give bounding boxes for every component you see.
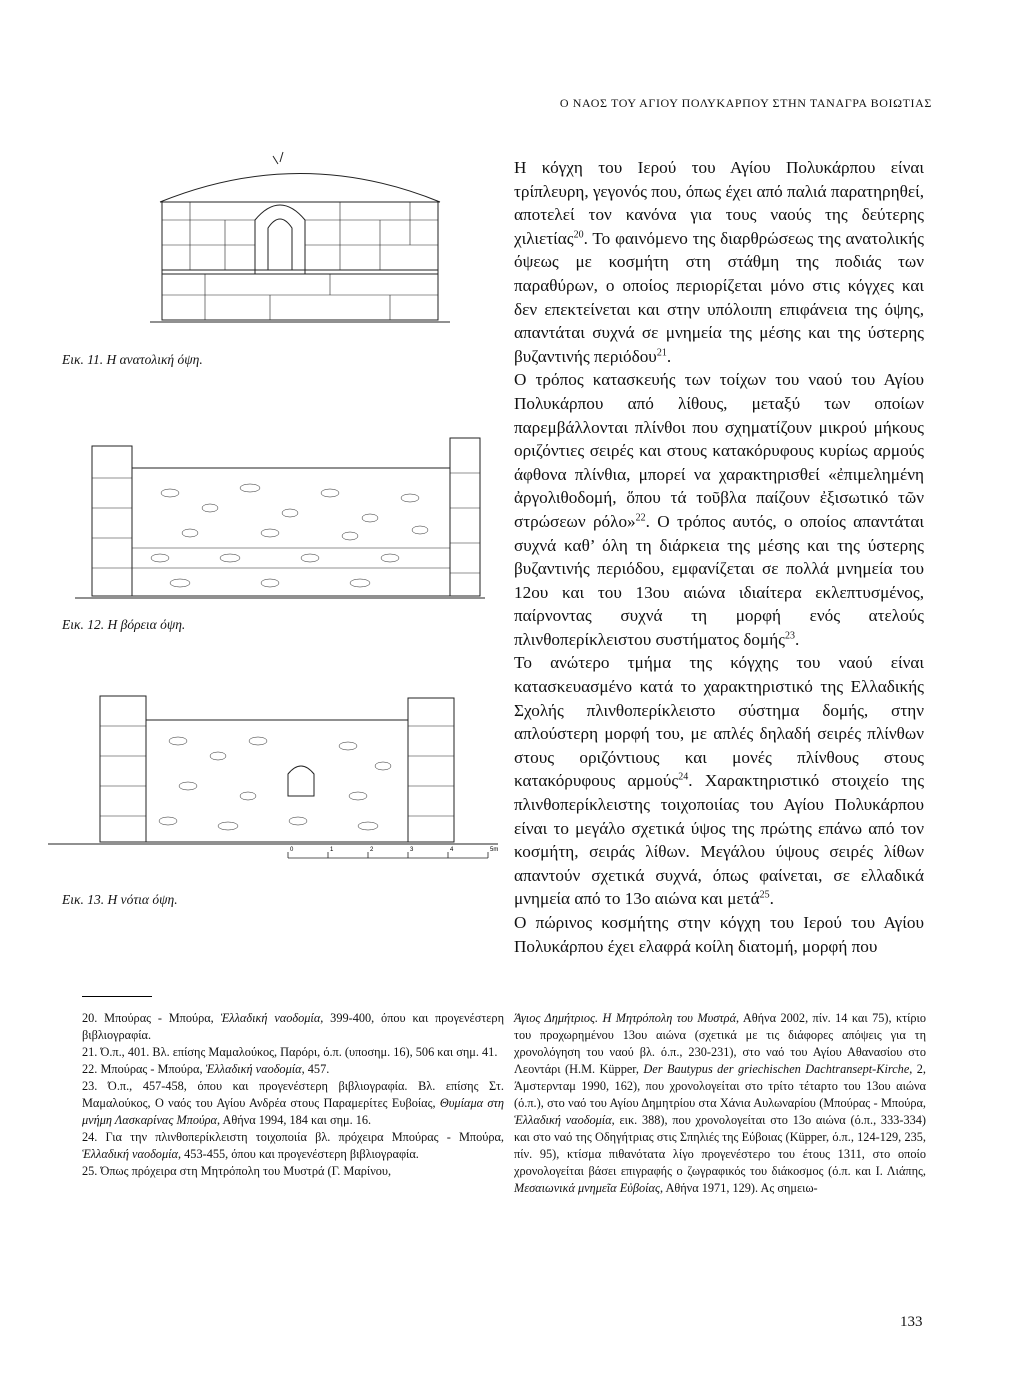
scale-bar-label: 4 [450, 847, 454, 853]
paragraph: Ο πώρινος κοσμήτης στην κόγχη του Ιερού του Αγίου Πολυκάρπου έχει ελαφρά κοίλη διατομή, μορφή που [514, 913, 924, 956]
scale-bar-label: 1 [330, 847, 334, 853]
figure-north-elevation [70, 418, 490, 608]
paragraph: Η κόγχη του Ιερού του Αγίου Πολυκάρπου είναι τρίπλευρη, γεγονός που, όπως έχει από παλιά παρατηρηθεί, αποτελεί τον κανόνα για τους ναούς της δεύτερης χιλιετίας$^{20}$. Το φαινόμενο της διαρθρώσεως της ανατολικής όψεως με κοσμήτη στη στάθμη της ποδιάς των παραθύρων, ο οποίος περιορίζεται μόνο στις κόγχες και δεν επεκτείνεται και στην υπόλοιπη επιφάνεια της όψης, απαντάται συχνά σε μνημεία της μέσης και της ύστερης βυζαντινής περιόδου$^{21}$. [514, 158, 924, 366]
scale-bar-label: 5m [490, 847, 498, 853]
footnote-rule [82, 996, 152, 997]
footnote: Άγιος Δημήτριος. Η Μητρόπολη του Μυστρά, Αθήνα 2002, πίν. 14 και 75), κτίριο του προχωρημένου 13ου αιώνα (σχετικά με τις διάφορες απόψεις για τη χρονολόγηση του ναού βλ. ό.π., 230-231), στο ναό του Αγίου Αθανασίου στο Λεοντάρι (Η.Μ. Küpper, Der Bautypus der griechischen Dachtransept-Kirche, 2, Άμστερνταμ 1990, 162), που χρονολογείται στο τρίτο τέταρτο του 13ου αιώνα (ό.π.), στο ναό του Αγίου Δημητρίου στα Χάνια Αυλωναρίου (Μπούρας - Μπούρα, Ἑλλαδική ναοδομία, εικ. 388), που χρονολογείται στο 13ο αιώνα (ό.π., 333-334) και στο ναό της Οδηγήτριας στις Σπηλιές της Εύβοιας (Küpper, ό.π., 124-129, 235, πίν. 95), κτίσμα πιθανότατα λίγο προγενέστερο του έτους 1311, στο οποίο χρονολογείται βάσει επιγραφής ο ζωγραφικός του διάκοσμος (ό.π. και Ι. Λιάπης, Μεσαιωνικά μνημεῖα Εὐβοίας, Αθήνα 1971, 129). Ας σημειω- [514, 1011, 927, 1195]
scale-bar-label: 2 [370, 847, 374, 853]
footnote: 25. Όπως πρόχειρα στη Μητρόπολη του Μυστρά (Γ. Μαρίνου, [82, 1164, 392, 1178]
paragraph: Ο τρόπος κατασκευής των τοίχων του ναού του Αγίου Πολυκάρπου από λίθους, μεταξύ των οποίων παρεμβάλλονται πλίνθοι που σχηματίζουν μικρού μήκους οριζόντιες σειρές και στους κατακόρυφους κυρίως αρμούς άφθονα πλίνθια, μπορεί να χαρακτηρισθεί «ἐπιμελημένη ἀργολιθοδομή, ὅπου τά τοῦβλα παίζουν ἐξισωτικό τῶν στρώσεων ρόλο»$^{22}$. Ο τρόπος αυτός, ο οποίος απαντάται συχνά καθ’ όλη τη διάρκεια της μέσης και της ύστερης βυζαντινής περιόδου, εμφανίζεται σε πολλά μνημεία του 12ου και του 13ου αιώνα ιδιαίτερα εκλεπτυσμένος, παίρνοντας συχνά τη μορφή ενός ατελούς πλινθοπερίκλειστου συστήματος δομής$^{23}$. [514, 370, 924, 649]
paragraph: Το ανώτερο τμήμα της κόγχης του ναού είναι κατασκευασμένο κατά το χαρακτηριστικό της Ελλαδικής Σχολής πλινθοπερίκλειστο σύστημα δομής, στην απλούστερη μορφή του, με απλές δηλαδή σειρές πλίνθων στους οριζόντιους και μονές πλίνθους στους κατακόρυφους αρμούς$^{24}$. Χαρακτηριστικό στοιχείο της πλινθοπερίκλειστης τοιχοποιίας του Αγίου Πολυκάρπου είναι το μεγάλο σχετικά ύψος της πρώτης επάνω από τον κοσμήτη, σειράς λίθων. Μεγάλου ύψους σειρές λίθων απαντούν σχετικά συχνά, όπως φαίνεται, σε ελλαδικά μνημεία από το 13ο αιώνα και μετά$^{25}$. [514, 653, 924, 909]
figure-south-elevation [48, 676, 498, 861]
footnote: 22. Μπούρας - Μπούρα, Ἑλλαδική ναοδομία, 457. [82, 1062, 330, 1076]
footnotes-left [82, 1010, 504, 1180]
figure-caption: Εικ. 12. Η βόρεια όψη. [62, 617, 186, 632]
scale-bar-label: 0 [290, 847, 294, 853]
main-text-column [514, 156, 924, 958]
page-number: 133 [900, 1314, 923, 1330]
running-header: Ο ΝΑΟΣ ΤΟΥ ΑΓΙΟΥ ΠΟΛΥΚΑΡΠΟΥ ΣΤΗΝ ΤΑΝΑΓΡΑ ΒΟΙΩΤΙΑΣ [559, 96, 932, 110]
figure-caption: Εικ. 13. Η νότια όψη. [62, 892, 178, 907]
figure-east-elevation [150, 150, 450, 335]
footnotes-right [514, 1010, 926, 1197]
footnote: 24. Για την πλινθοπερίκλειστη τοιχοποιία βλ. πρόχειρα Μπούρας - Μπούρα, Ἑλλαδική ναοδομία, 453-455, όπου και προγενέστερη βιβλιογραφία. [82, 1130, 504, 1161]
footnote: 20. Μπούρας - Μπούρα, Ἑλλαδική ναοδομία, 399-400, όπου και προγενέστερη βιβλιογραφία. [82, 1011, 504, 1042]
figure-caption: Εικ. 11. Η ανατολική όψη. [62, 352, 203, 367]
scale-bar-label: 3 [410, 847, 414, 853]
footnote: 23. Ό.π., 457-458, όπου και προγενέστερη βιβλιογραφία. Βλ. επίσης Στ. Μαμαλούκος, Ο ναός του Αγίου Ανδρέα στους Παραμερίτες Ευβοίας, Θυμίαμα στη μνήμη Λασκαρίνας Μπούρα, Αθήνα 1994, 184 και σημ. 16. [82, 1079, 504, 1127]
footnote: 21. Ό.π., 401. Βλ. επίσης Μαμαλούκος, Παρόρι, ό.π. (υποσημ. 16), 506 και σημ. 41. [82, 1045, 498, 1059]
